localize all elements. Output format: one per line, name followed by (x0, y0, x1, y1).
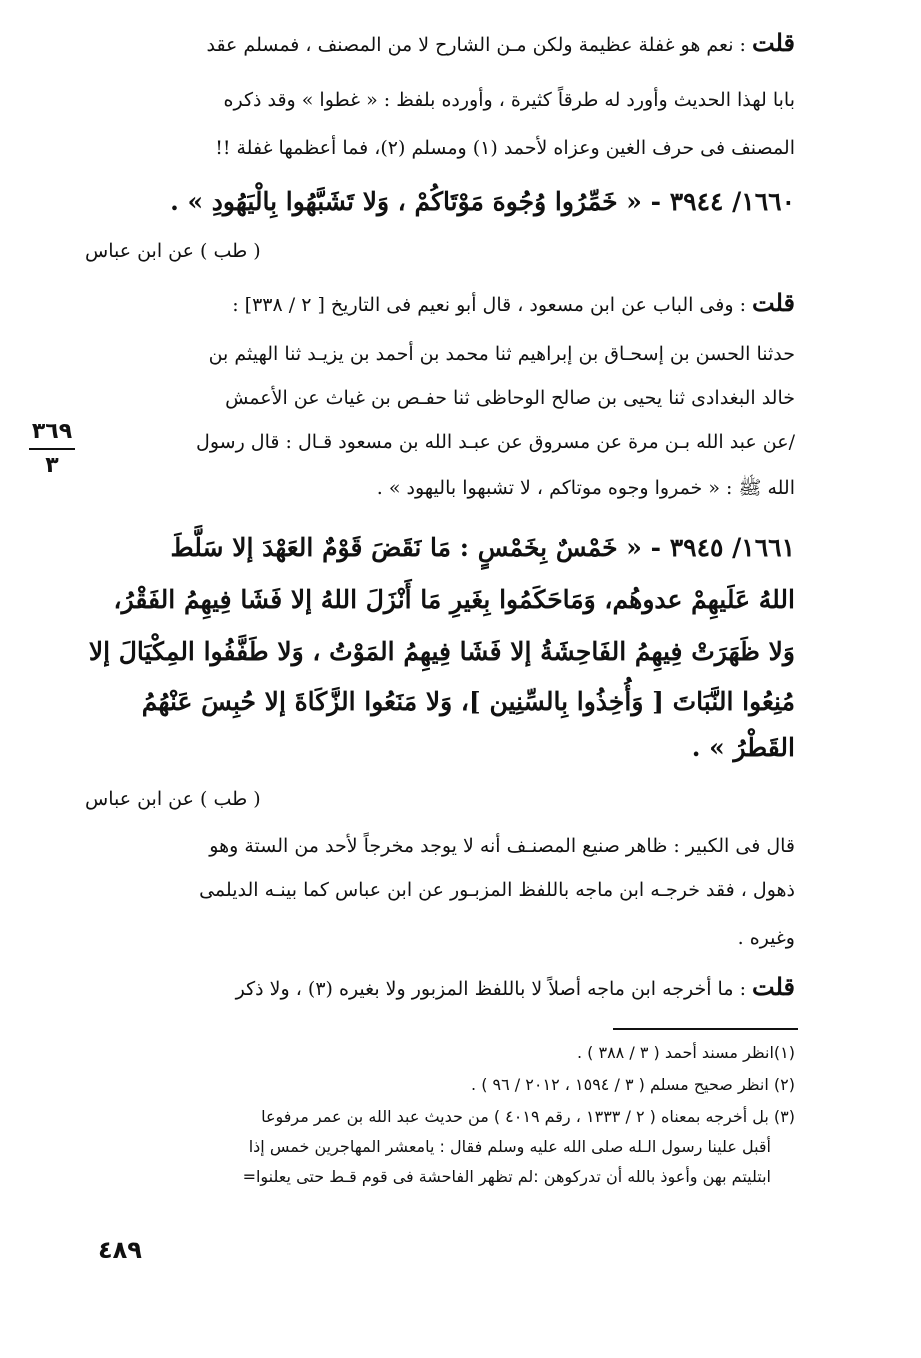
para4-text: : ما أخرجه ابن ماجه أصلاً لا باللفظ المزبور ولا بغيره (٣) ، ولا ذكر (235, 978, 746, 1000)
hadith2-line5: القَطْرُ » . (691, 733, 795, 762)
para1-lead: قلت (752, 28, 795, 57)
para2-line5: الله ﷺ : « خمروا وجوه موتاكم ، لا تشبهوا باليهود » . (376, 477, 795, 499)
para2-line2: حدثنا الحسن بن إسحـاق بن إبراهيم ثنا محمد بن أحمد بن يزيـد ثنا الهيثم بن (208, 343, 795, 365)
para2-line3: خالد البغدادى ثنا يحيى بن صالح الوحاظى ثنا حفـص بن غياث عن الأعمش (225, 387, 795, 409)
hadith1-source: ( طب ) عن ابن عباس (85, 240, 261, 262)
para1-line3: المصنف فى حرف الغين وعزاه لأحمد (١) ومسلم (٢)، فما أعظمها غفلة !! (215, 137, 795, 159)
margin-note-top: ٣٦٩ (31, 419, 73, 444)
footnote-3-line3: ابتليتم بهن وأعوذ بالله أن تدركوهن :لم تظهر الفاحشة فى قوم قـط حتى يعلنوا= (242, 1167, 771, 1186)
para4-lead: قلت (752, 972, 795, 1001)
para4-line1 (85, 966, 795, 1010)
para2-line1 (85, 282, 795, 326)
para1-line1 (85, 22, 795, 66)
footnote-separator (613, 1028, 798, 1030)
para3-line3: وغيره . (737, 927, 795, 949)
para1-text: : نعم هو غفلة عظيمة ولكن مـن الشارح لا من المصنف ، فمسلم عقد (206, 34, 746, 56)
para2-lead: قلت (752, 288, 795, 317)
hadith2-line1: ١٦٦١/ ٣٩٤٥ - « خَمْسٌ بِخَمْسٍ : مَا نَقَضَ قَوْمٌ العَهْدَ إلا سَلَّطَ (170, 533, 795, 562)
footnote-2: (٢) انظر صحيح مسلم ( ٣ / ١٥٩٤ ، ٢٠١٢ / ٩٦ ) . (471, 1075, 795, 1094)
footnote-1: (١)انظر مسند أحمد ( ٣ / ٣٨٨ ) . (576, 1043, 795, 1062)
para3-line2: ذهول ، فقد خرجـه ابن ماجه باللفظ المزبـور عن ابن عباس كما بينـه الديلمى (199, 879, 795, 901)
hadith2-source: ( طب ) عن ابن عباس (85, 788, 261, 810)
page-number: ٤٨٩ (98, 1236, 142, 1264)
para2-line4: /عن عبد الله بـن مرة عن مسروق عن عبـد الله بن مسعود قـال : قال رسول (196, 431, 795, 453)
para3-line1: قال فى الكبير : ظاهر صنيع المصنـف أنه لا يوجد مخرجاً لأحد من الستة وهو (209, 835, 795, 857)
footnote-3-line2: أقبل علينا رسول الـله صلى الله عليه وسلم فقال : يامعشر المهاجرين خمس إذا (248, 1137, 771, 1156)
hadith1-text: ١٦٦٠/ ٣٩٤٤ - « خَمِّرُوا وُجُوهَ مَوْتَاكُمْ ، وَلا تَشَبَّهُوا بِالْيَهُودِ » . (170, 187, 795, 216)
hadith2-line3: وَلا ظَهَرَتْ فِيهِمُ الفَاحِشَةُ إلا فَشَا فِيهِمُ المَوْتُ ، وَلا طَفَّفُوا المِكْيَالَ إلا (88, 637, 795, 666)
para1-line2: بابا لهذا الحديث وأورد له طرقاً كثيرة ، وأورده بلفظ : « غطوا » وقد ذكره (223, 89, 795, 111)
footnote-3-line1: (٣) بل أخرجه بمعناه ( ٢ / ١٣٣٣ ، رقم ٤٠١٩ ) من حديث عبد الله بن عمر مرفوعا (261, 1107, 795, 1126)
hadith2-line4: مُنِعُوا النَّبَاتَ [ وَأُخِذُوا بِالسِّنِين ]، وَلا مَنَعُوا الزَّكَاةَ إلا حُبِسَ عَنْهُمُ (141, 687, 795, 716)
para2-first: : وفى الباب عن ابن مسعود ، قال أبو نعيم فى التاريخ [ ٢ / ٣٣٨] : (232, 294, 746, 316)
margin-note-bottom: ٣ (45, 453, 59, 478)
margin-folio-note (26, 418, 78, 480)
hadith2-line2: اللهُ عَلَيهِمْ عدوهُم، وَمَاحَكَمُوا بِغَيرِ مَا أَنْزَلَ اللهُ إلا فَشَا فِيهِمُ الفَقْرُ، (113, 585, 795, 614)
margin-note-divider (29, 448, 75, 450)
